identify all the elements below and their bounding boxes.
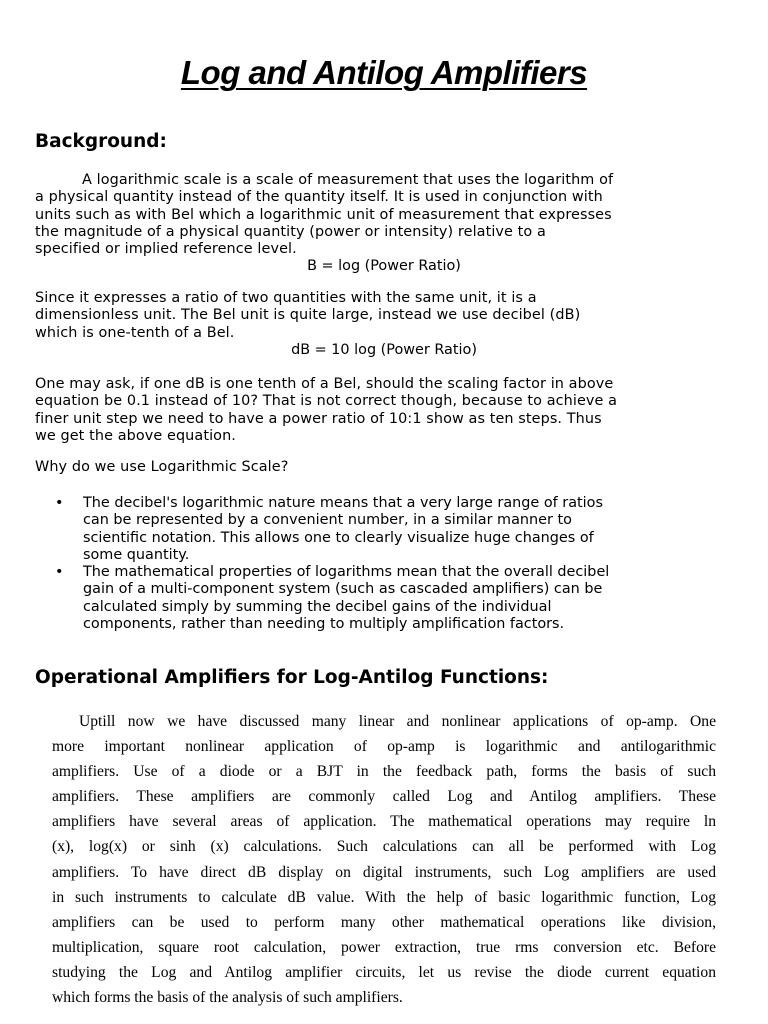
bullet-item (55, 495, 745, 564)
question-line (35, 459, 735, 476)
text-line: more important nonlinear application of op-amp is logarithmic and antilogarithmic (52, 738, 716, 756)
text-line: specified or implied reference level. (35, 241, 297, 258)
text-line: scientific notation. This allows one to clearly visualize huge changes of (83, 529, 594, 546)
text-line: The decibel's logarithmic nature means that a very large range of ratios (83, 495, 603, 511)
text-line: a physical quantity instead of the quantity itself. It is used in conjunction with (35, 189, 603, 206)
bullet-icon: • (55, 564, 64, 581)
bullet-item (55, 564, 745, 633)
text-line: amplifiers have several areas of application. The mathematical operations may require ln (52, 813, 716, 831)
text-line: A logarithmic scale is a scale of measurement that uses the logarithm of (82, 172, 614, 188)
text-line: Why do we use Logarithmic Scale? (35, 459, 289, 475)
text-line: which is one-tenth of a Bel. (35, 324, 235, 341)
text-line: some quantity. (83, 546, 190, 563)
text-line: Uptill now we have discussed many linear and nonlinear applications of op-amp. One (79, 713, 716, 730)
text-line: units such as with Bel which a logarithmic unit of measurement that expresses (35, 206, 612, 223)
text-line: calculated simply by summing the decibel gains of the individual (83, 598, 552, 615)
text-line: (x), log(x) or sinh (x) calculations. Such calculations can all be performed with Log (52, 838, 716, 856)
text-line: we get the above equation. (35, 427, 236, 444)
opamp-heading: Operational Amplifiers for Log-Antilog Functions: (35, 667, 549, 688)
text-line: amplifiers. To have direct dB display on digital instruments, such Log amplifiers are used (52, 863, 716, 881)
text-line: equation be 0.1 instead of 10? That is not correct though, because to achieve a (35, 393, 618, 410)
text-line: amplifiers can be used to perform many other mathematical operations like division, (52, 913, 716, 931)
text-line: Since it expresses a ratio of two quantities with the same unit, it is a (35, 290, 537, 306)
text-line: can be represented by a convenient number, in a similar manner to (83, 512, 572, 529)
bullet-list (55, 495, 745, 633)
text-line: which forms the basis of the analysis of such amplifiers. (52, 989, 403, 1007)
text-line: dimensionless unit. The Bel unit is quite large, instead we use decibel (dB) (35, 307, 581, 324)
text-line: The mathematical properties of logarithms mean that the overall decibel (83, 564, 610, 581)
text-line: amplifiers. These amplifiers are commonly called Log and Antilog amplifiers. These (52, 788, 716, 806)
text-line: gain of a multi-component system (such as cascaded amplifiers) can be (83, 581, 603, 598)
text-line: in such instruments to calculate dB value. With the help of basic logarithmic function, Log (52, 888, 716, 906)
background-paragraph-2 (35, 290, 735, 342)
background-heading: Background: (35, 131, 167, 152)
opamp-paragraph (52, 709, 716, 1010)
text-line: amplifiers. Use of a diode or a BJT in the feedback path, forms the basis of such (52, 763, 716, 781)
text-line: components, rather than needing to multiply amplification factors. (83, 616, 565, 633)
background-paragraph-1 (35, 172, 735, 258)
equation-bel: B = log (Power Ratio) (307, 258, 461, 274)
equation-decibel: dB = 10 log (Power Ratio) (291, 342, 477, 358)
background-paragraph-3 (35, 376, 735, 445)
bullet-icon: • (55, 495, 64, 511)
text-line: One may ask, if one dB is one tenth of a Bel, should the scaling factor in above (35, 376, 614, 392)
page-title: Log and Antilog Amplifiers (180, 54, 588, 91)
text-line: finer unit step we need to have a power ratio of 10:1 show as ten steps. Thus (35, 410, 602, 427)
text-line: the magnitude of a physical quantity (power or intensity) relative to a (35, 223, 546, 240)
text-line: studying the Log and Antilog amplifier circuits, let us revise the diode current equation (52, 963, 716, 981)
text-line: multiplication, square root calculation, power extraction, true rms conversion etc. Before (52, 938, 716, 956)
